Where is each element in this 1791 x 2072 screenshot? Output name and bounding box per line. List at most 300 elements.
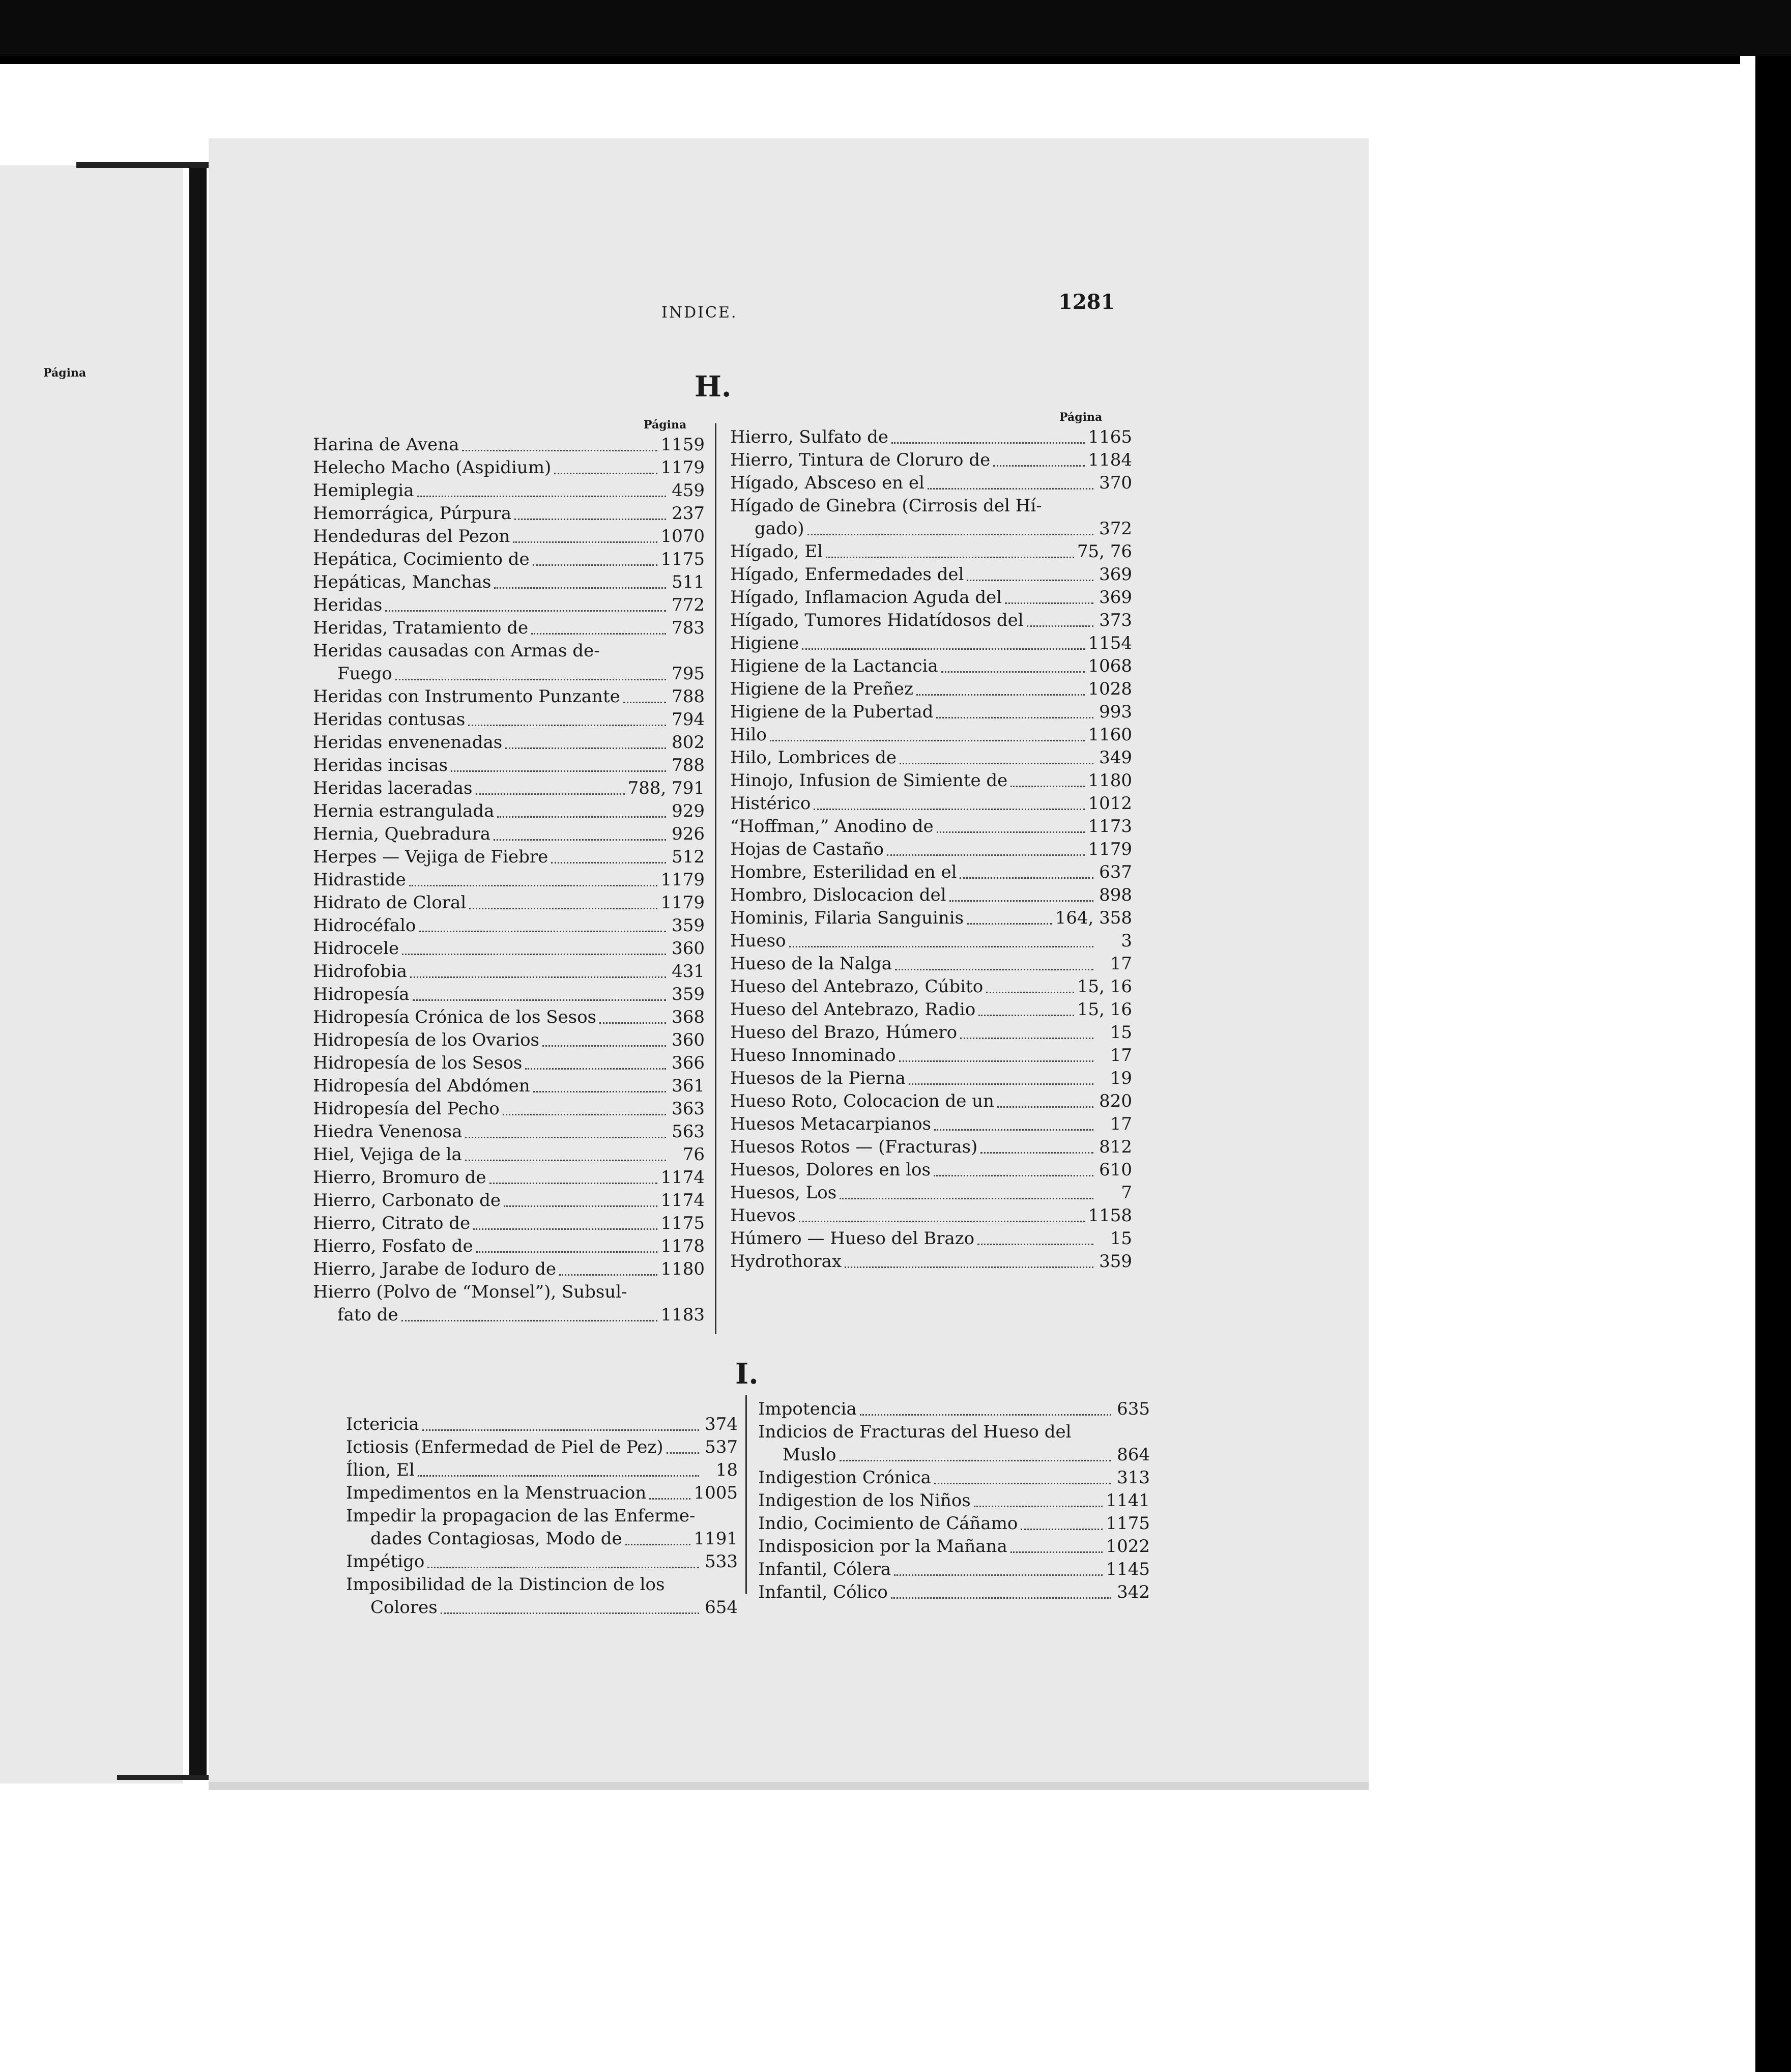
index-page-ref: 1174	[660, 1190, 705, 1211]
index-page-ref: 18	[715, 1460, 738, 1480]
index-page-ref: 1068	[1088, 656, 1132, 676]
index-term: Hernia, Quebradura	[313, 824, 491, 844]
index-page-ref: 75, 76	[1077, 541, 1132, 562]
dot-leader	[934, 1129, 1093, 1131]
dot-leader	[402, 954, 666, 955]
index-term: Heridas con Instrumento Punzante	[313, 686, 620, 707]
index-term: Hierro, Carbonato de	[313, 1190, 501, 1211]
index-term: Hidropesía de los Ovarios	[313, 1030, 539, 1050]
index-term: Infantil, Cólera	[758, 1559, 891, 1579]
index-term: Hilo	[730, 725, 767, 745]
dot-leader	[974, 1506, 1103, 1507]
index-entry	[730, 632, 1132, 655]
index-term: Hueso del Antebrazo, Cúbito	[730, 976, 984, 997]
index-term: Hígado, El	[730, 541, 823, 562]
previous-page-column-label: Página	[43, 366, 86, 380]
index-term: Huevos	[730, 1205, 796, 1226]
index-page-ref: 788	[672, 755, 705, 775]
index-entry-line	[346, 1573, 738, 1596]
index-term: Heridas laceradas	[313, 778, 473, 798]
index-page-ref: 1179	[660, 870, 705, 890]
section-h-right-label: Página	[1059, 411, 1103, 424]
index-page-ref: 360	[672, 938, 705, 959]
index-page-ref: 342	[1117, 1582, 1150, 1602]
index-entry	[730, 1204, 1132, 1227]
index-page-ref: 359	[672, 915, 705, 936]
index-page-ref: 76	[682, 1144, 705, 1165]
index-page-ref: 993	[1099, 702, 1132, 722]
dot-leader	[900, 763, 1093, 764]
index-term: Hidropesía del Abdómen	[313, 1076, 530, 1096]
dot-leader	[395, 679, 666, 680]
index-entry	[758, 1512, 1150, 1535]
index-entry	[313, 479, 705, 502]
index-entry	[313, 1258, 705, 1281]
index-page-ref: 1158	[1088, 1205, 1132, 1226]
dot-leader	[891, 1597, 1111, 1599]
index-term: Heridas causadas con Armas de-	[313, 641, 600, 661]
index-page	[209, 138, 1369, 1782]
dot-leader	[473, 1228, 657, 1230]
dot-leader	[840, 1460, 1111, 1461]
index-entry	[730, 838, 1132, 861]
dot-leader	[845, 1267, 1093, 1268]
index-entry-line	[313, 1304, 705, 1327]
dot-leader	[441, 1613, 699, 1614]
index-entry	[730, 998, 1132, 1021]
index-entry	[730, 449, 1132, 472]
index-entry	[730, 769, 1132, 792]
running-head: INDICE.	[661, 304, 738, 322]
dot-leader	[554, 473, 657, 474]
index-term-continuation: Colores	[370, 1597, 438, 1618]
dot-leader	[551, 862, 666, 864]
index-entry	[730, 586, 1132, 609]
dot-leader	[802, 648, 1085, 650]
index-entry	[346, 1459, 738, 1482]
index-term: “Hoffman,” Anodino de	[730, 816, 934, 837]
dot-leader	[967, 923, 1052, 925]
index-term: Impedir la propagacion de las Enferme-	[346, 1506, 696, 1526]
index-entry	[730, 884, 1132, 907]
index-term: Húmero — Hueso del Brazo	[730, 1228, 975, 1249]
index-term: Hierro, Citrato de	[313, 1213, 471, 1233]
index-term: Hombre, Esterilidad en el	[730, 862, 957, 882]
index-term: Hidrofobia	[313, 961, 407, 982]
index-entry	[313, 1143, 705, 1166]
index-term: Hueso	[730, 931, 786, 951]
index-page-ref: 1179	[660, 893, 705, 913]
index-term: Hígado, Enfermedades del	[730, 564, 964, 585]
index-term: Hendeduras del Pezon	[313, 526, 510, 546]
index-term: Hueso del Antebrazo, Radio	[730, 999, 976, 1020]
dot-leader	[419, 931, 666, 932]
dot-leader	[531, 633, 666, 635]
index-page-ref: 359	[672, 984, 705, 1004]
index-entry	[730, 426, 1132, 449]
index-entry	[313, 456, 705, 479]
index-term: Indisposicion por la Mañana	[758, 1536, 1007, 1557]
index-entry	[730, 563, 1132, 586]
index-entry	[313, 1166, 705, 1189]
index-entry-line	[758, 1421, 1150, 1444]
dot-leader	[422, 1429, 699, 1431]
dot-leader	[667, 1452, 699, 1454]
index-term-continuation: gado)	[755, 519, 804, 539]
dot-leader	[468, 725, 666, 726]
index-term: Hierro, Bromuro de	[313, 1167, 486, 1188]
dot-leader	[504, 1205, 657, 1207]
dot-leader	[513, 541, 657, 543]
dot-leader	[891, 442, 1085, 444]
index-page-ref: 635	[1117, 1399, 1150, 1419]
dot-leader	[949, 900, 1093, 902]
index-page-ref: 360	[672, 1030, 705, 1050]
index-entry	[313, 914, 705, 937]
previous-page-fragment	[0, 165, 183, 1783]
index-page-ref: 654	[705, 1597, 738, 1618]
index-entry-line	[346, 1596, 738, 1619]
dot-leader	[494, 587, 666, 589]
dot-leader	[417, 496, 666, 497]
dot-leader	[525, 1068, 666, 1070]
index-page-ref: 1070	[660, 526, 705, 546]
index-entry	[730, 678, 1132, 701]
index-entry	[730, 472, 1132, 495]
index-entry	[346, 1505, 738, 1550]
dot-leader	[599, 1022, 666, 1024]
index-term: Hombro, Dislocacion del	[730, 885, 946, 905]
dot-leader	[465, 1137, 666, 1138]
index-entry	[313, 869, 705, 891]
index-entry	[313, 1052, 705, 1075]
dot-leader	[489, 1183, 658, 1184]
index-entry	[758, 1535, 1150, 1558]
index-term: Higiene de la Pubertad	[730, 702, 934, 722]
index-term: Hígado, Tumores Hidatídosos del	[730, 610, 1024, 630]
dot-leader	[894, 1574, 1103, 1576]
index-term-continuation: dades Contagiosas, Modo de	[370, 1529, 622, 1549]
index-term: Huesos Rotos — (Fracturas)	[730, 1137, 978, 1157]
index-entry	[730, 907, 1132, 930]
index-page-ref: 802	[672, 732, 705, 753]
index-entry	[730, 609, 1132, 632]
index-page-ref: 783	[672, 618, 705, 638]
index-term: Hidropesía del Pecho	[313, 1099, 500, 1119]
index-entry	[730, 975, 1132, 998]
index-entry	[730, 1021, 1132, 1044]
index-entry	[730, 1136, 1132, 1159]
index-term: Hinojo, Infusion de Simiente de	[730, 770, 1008, 791]
dot-leader	[451, 770, 666, 772]
index-page-ref: 459	[672, 480, 705, 501]
dot-leader	[887, 854, 1085, 856]
index-page-ref: 17	[1110, 954, 1132, 974]
index-term: Higiene	[730, 633, 799, 653]
index-entry	[313, 594, 705, 617]
index-term: Ictiosis (Enfermedad de Piel de Pez)	[346, 1437, 663, 1457]
dot-leader	[497, 816, 666, 818]
dot-leader	[409, 885, 658, 886]
index-page-ref: 1180	[660, 1259, 705, 1279]
index-entry	[313, 525, 705, 548]
dot-leader	[413, 999, 667, 1001]
index-entry-line	[346, 1505, 738, 1528]
index-entry	[313, 1075, 705, 1098]
dot-leader	[418, 1475, 699, 1477]
index-page-ref: 1145	[1106, 1559, 1150, 1579]
index-term: Hidropesía	[313, 984, 410, 1004]
section-h-letter: H.	[695, 370, 732, 404]
page-bottom-edge	[209, 1782, 1369, 1790]
index-term: Hidrastide	[313, 870, 406, 890]
dot-leader	[814, 809, 1085, 810]
dot-leader	[559, 1274, 657, 1276]
index-entry	[313, 754, 705, 777]
dot-leader	[542, 1045, 666, 1047]
index-page-ref: 15	[1110, 1228, 1132, 1249]
index-term: Impétigo	[346, 1551, 425, 1572]
index-entry	[730, 495, 1132, 540]
index-term: Hierro (Polvo de “Monsel”), Subsul-	[313, 1282, 627, 1302]
index-entry	[313, 1281, 705, 1327]
dot-leader	[505, 747, 666, 749]
index-page-ref: 1159	[660, 435, 705, 455]
index-entry	[758, 1398, 1150, 1421]
scan-top-border-inner	[0, 56, 1740, 64]
index-term: Ílion, El	[346, 1460, 415, 1480]
index-page-ref: 374	[705, 1414, 738, 1434]
dot-leader	[385, 610, 666, 612]
index-page-ref: 1191	[694, 1529, 738, 1549]
dot-leader	[623, 702, 666, 703]
index-entry	[758, 1466, 1150, 1489]
index-page-ref: 864	[1117, 1445, 1150, 1465]
dot-leader	[936, 717, 1093, 718]
index-entry	[730, 540, 1132, 563]
index-page-ref: 1178	[660, 1236, 705, 1256]
index-entry-line	[313, 663, 705, 685]
index-page-ref: 610	[1099, 1160, 1132, 1180]
index-entry	[313, 846, 705, 869]
index-entry	[346, 1573, 738, 1619]
index-page-ref: 1005	[694, 1483, 738, 1503]
dot-leader	[978, 1015, 1074, 1016]
index-entry	[730, 930, 1132, 953]
index-page-ref: 898	[1099, 885, 1132, 905]
index-term: Heridas, Tratamiento de	[313, 618, 529, 638]
dot-leader	[533, 1091, 666, 1092]
index-page-ref: 373	[1099, 610, 1132, 630]
index-term: Hígado, Absceso en el	[730, 473, 925, 493]
scan-right-border	[1755, 56, 1791, 2072]
dot-leader	[410, 976, 666, 978]
index-page-ref: 15, 16	[1077, 999, 1132, 1020]
dot-leader	[462, 450, 657, 451]
index-term: Impedimentos en la Menstruacion	[346, 1483, 647, 1503]
index-term: Hígado, Inflamacion Aguda del	[730, 587, 1002, 608]
dot-leader	[789, 946, 1093, 947]
index-entry	[730, 724, 1132, 746]
index-entry	[313, 937, 705, 960]
index-term: Huesos, Los	[730, 1183, 837, 1203]
dot-leader	[1027, 625, 1093, 627]
dot-leader	[401, 1320, 658, 1321]
index-term: Higiene de la Preñez	[730, 679, 913, 699]
scan-top-border	[0, 0, 1791, 56]
index-entry	[730, 701, 1132, 724]
index-term: Hydrothorax	[730, 1251, 842, 1272]
dot-leader	[1021, 1529, 1103, 1530]
dot-leader	[625, 1544, 691, 1545]
index-page-ref: 1183	[660, 1305, 705, 1325]
index-entry	[730, 953, 1132, 975]
index-page-ref: 361	[672, 1076, 705, 1096]
dot-leader	[514, 519, 666, 520]
dot-leader	[980, 1152, 1093, 1154]
index-term: Hidropesía de los Sesos	[313, 1053, 523, 1073]
index-entry	[730, 1250, 1132, 1273]
index-entry	[313, 502, 705, 525]
index-term: Hierro, Jarabe de Ioduro de	[313, 1259, 557, 1279]
index-page-ref: 3	[1121, 931, 1132, 951]
index-entry	[313, 548, 705, 571]
section-i-left-column	[346, 1413, 738, 1619]
index-term: Indicios de Fracturas del Hueso del	[758, 1422, 1072, 1442]
index-entry	[313, 777, 705, 800]
index-entry	[313, 891, 705, 914]
index-page-ref: 164, 358	[1055, 908, 1132, 928]
index-term: Hominis, Filaria Sanguinis	[730, 908, 964, 928]
index-entry	[346, 1436, 738, 1459]
index-term: Hígado de Ginebra (Cirrosis del Hí-	[730, 496, 1042, 516]
dot-leader	[469, 908, 657, 909]
index-term: Helecho Macho (Aspidium)	[313, 457, 552, 478]
index-term: Infantil, Cólico	[758, 1582, 888, 1602]
index-page-ref: 370	[1099, 473, 1132, 493]
section-i-column-rule	[745, 1395, 747, 1594]
index-term: Heridas incisas	[313, 755, 448, 775]
index-page-ref: 1179	[660, 457, 705, 478]
index-page-ref: 788	[672, 686, 705, 707]
index-entry	[313, 983, 705, 1006]
index-page-ref: 1175	[660, 1213, 705, 1233]
index-page-ref: 812	[1099, 1137, 1132, 1157]
index-entry-line	[313, 1281, 705, 1304]
index-page-ref: 17	[1110, 1114, 1132, 1134]
index-page-ref: 1173	[1088, 816, 1132, 837]
index-entry	[730, 1044, 1132, 1067]
index-entry-line	[730, 495, 1132, 517]
index-term: Imposibilidad de la Distincion de los	[346, 1574, 665, 1595]
index-entry	[313, 1189, 705, 1212]
index-term: Hueso de la Nalga	[730, 954, 892, 974]
index-page-ref: 7	[1121, 1183, 1132, 1203]
index-entry	[313, 823, 705, 846]
index-entry	[313, 1212, 705, 1235]
index-page-ref: 1141	[1106, 1490, 1150, 1511]
index-term: Heridas	[313, 595, 383, 615]
index-term: Higiene de la Lactancia	[730, 656, 938, 676]
index-entry	[346, 1413, 738, 1436]
index-term: Hiedra Venenosa	[313, 1121, 463, 1142]
dot-leader	[465, 1160, 666, 1161]
index-page-ref: 1184	[1088, 450, 1132, 470]
dot-leader	[494, 839, 666, 841]
index-entry	[730, 1113, 1132, 1136]
index-page-ref: 537	[705, 1437, 738, 1457]
index-entry	[730, 1067, 1132, 1090]
dot-leader	[909, 1083, 1093, 1085]
index-term: Indigestion Crónica	[758, 1467, 931, 1488]
section-h-column-rule	[715, 423, 716, 1334]
dot-leader	[770, 740, 1085, 741]
index-page-ref: 366	[672, 1053, 705, 1073]
section-h-left-label: Página	[644, 418, 687, 431]
dot-leader	[941, 671, 1085, 673]
index-page-ref: 512	[672, 847, 705, 867]
index-page-ref: 368	[672, 1007, 705, 1027]
index-term: Impotencia	[758, 1399, 857, 1419]
index-entry	[730, 655, 1132, 678]
index-entry	[313, 640, 705, 685]
index-term: Hepática, Cocimiento de	[313, 549, 530, 569]
dot-leader	[799, 1221, 1085, 1222]
dot-leader	[899, 1060, 1093, 1062]
index-entry-line	[313, 640, 705, 663]
index-term: Hueso Roto, Colocacion de un	[730, 1091, 994, 1111]
dot-leader	[928, 488, 1093, 490]
index-entry	[758, 1581, 1150, 1604]
index-term: Indio, Cocimiento de Cáñamo	[758, 1513, 1018, 1534]
index-term-continuation: Fuego	[337, 664, 392, 684]
index-term: Hemiplegia	[313, 480, 414, 501]
index-term: Heridas envenenadas	[313, 732, 503, 753]
dot-leader	[476, 1251, 658, 1253]
index-term: Hidrocéfalo	[313, 915, 416, 936]
dot-leader	[1010, 786, 1085, 787]
index-entry	[730, 1159, 1132, 1182]
section-h-right-column	[730, 426, 1132, 1273]
index-entry	[313, 708, 705, 731]
index-entry	[313, 731, 705, 754]
index-page-ref: 431	[672, 961, 705, 982]
index-term: Hidrocele	[313, 938, 399, 959]
index-entry	[730, 1182, 1132, 1204]
index-page-ref: 820	[1099, 1091, 1132, 1111]
index-page-ref: 237	[672, 503, 705, 524]
dot-leader	[476, 793, 625, 795]
index-term: Hueso del Brazo, Húmero	[730, 1022, 958, 1043]
index-page-ref: 369	[1099, 587, 1132, 608]
index-term: Ictericia	[346, 1414, 419, 1434]
index-page-ref: 372	[1099, 519, 1132, 539]
index-page-ref: 17	[1110, 1045, 1132, 1066]
index-term: Hidropesía Crónica de los Sesos	[313, 1007, 596, 1027]
index-entry	[313, 1006, 705, 1029]
index-entry	[313, 1235, 705, 1258]
index-entry	[730, 1227, 1132, 1250]
dot-leader	[840, 1198, 1093, 1199]
index-page-ref: 563	[672, 1121, 705, 1142]
index-entry	[758, 1558, 1150, 1581]
index-entry	[313, 1120, 705, 1143]
dot-leader	[934, 1483, 1111, 1484]
index-term: Huesos de la Pierna	[730, 1068, 906, 1088]
index-page-ref: 772	[672, 595, 705, 615]
index-page-ref: 1174	[660, 1167, 705, 1188]
dot-leader	[427, 1567, 699, 1568]
